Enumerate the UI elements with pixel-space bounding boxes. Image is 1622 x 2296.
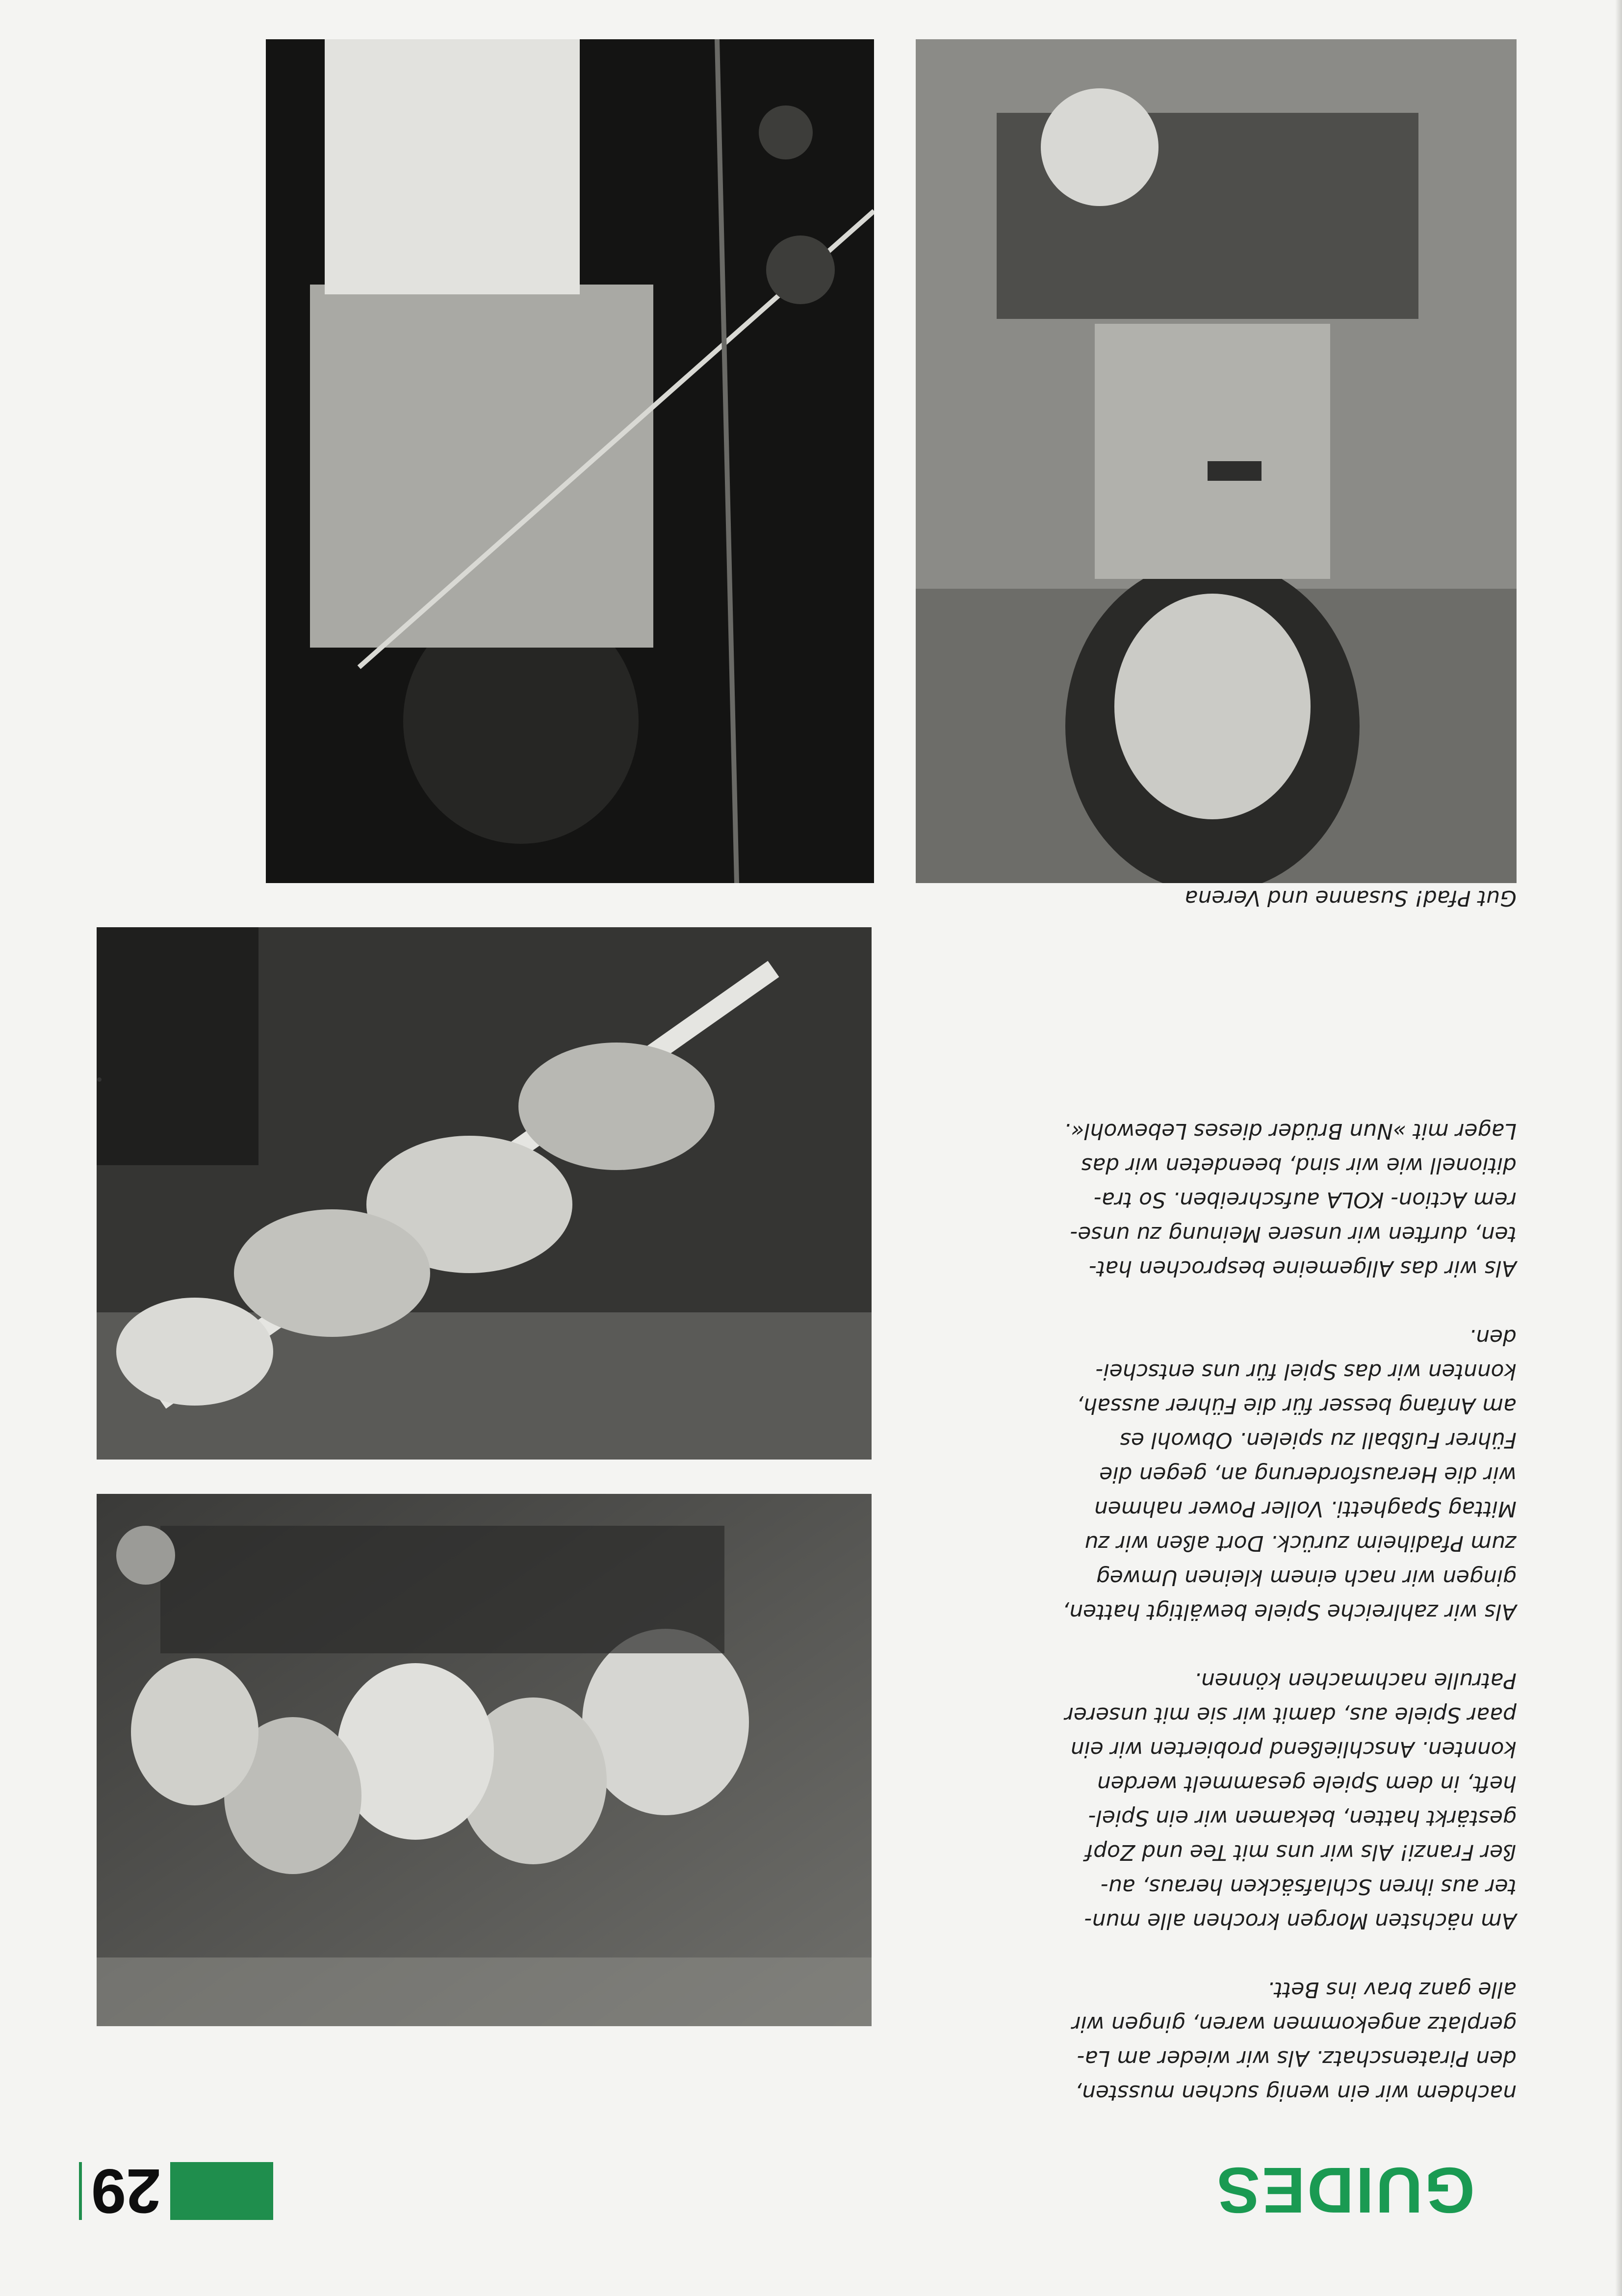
girl-holding-stick-photo [266, 39, 874, 883]
girl-with-watch-photo [916, 39, 1517, 883]
article-paragraph: Als wir das Allgemeine besprochen hat- ten, durften wir unsere Meinung zu unse- rem Action- KOLA aufschreiben. So tra- ditionell wie wir sind, beendeten wir das Lager mit »Nun Brüder dieses Lebewohl«. [1064, 1119, 1517, 1281]
section-title: GUIDES [1214, 2154, 1475, 2226]
page-number: 29 [82, 2159, 170, 2222]
hands-on-stick-photo [97, 927, 872, 1460]
scan-speck [97, 1077, 102, 1082]
girl-holding-stick-image [266, 39, 874, 883]
article-paragraph: Am nächsten Morgen krochen alle mun- ter aus ihren Schlafsäcken heraus, au- ßer Franzi! Als wir uns mit Tee und Zopf gestärkt hatten, bekamen wir ein Spiel- heft, in dem Spiele gesammelt werden konnten. Anschließend probierten wir ein paar Spiele aus, damit wir sie mit unserer Patrulle nachmachen können. [1064, 1668, 1517, 1933]
page-header [0, 2139, 1622, 2296]
page-edge-shadow [1615, 0, 1622, 2296]
article-paragraph: Als wir zahlreiche Spiele bewältigt hatten, gingen wir nach einem kleinen Umweg zum Pfadiheim zurück. Dort aßen wir zu Mittag Spaghetti. Voller Power nahmen wir die Herausforderung an, gegen die Führer Fußball zu spielen. Obwohl es am Anfang besser für die Führer aussah, konnten wir das Spiel für uns entschei- den. [1062, 1325, 1517, 1624]
hands-on-stick-image [97, 927, 872, 1460]
girl-with-watch-image [916, 39, 1517, 883]
author-caption: Gut Pfad! Susanne und Verena [1184, 886, 1517, 911]
article-paragraph: nachdem wir ein wenig suchen mussten, den Piratenschatz. Als wir wieder am La- gerplatz angekommen waren, gingen wir alle ganz brav ins Bett. [1072, 1977, 1517, 2105]
group-of-girls-image [97, 1494, 872, 2026]
group-of-girls-photo [97, 1494, 872, 2026]
article-text [879, 854, 1517, 2110]
